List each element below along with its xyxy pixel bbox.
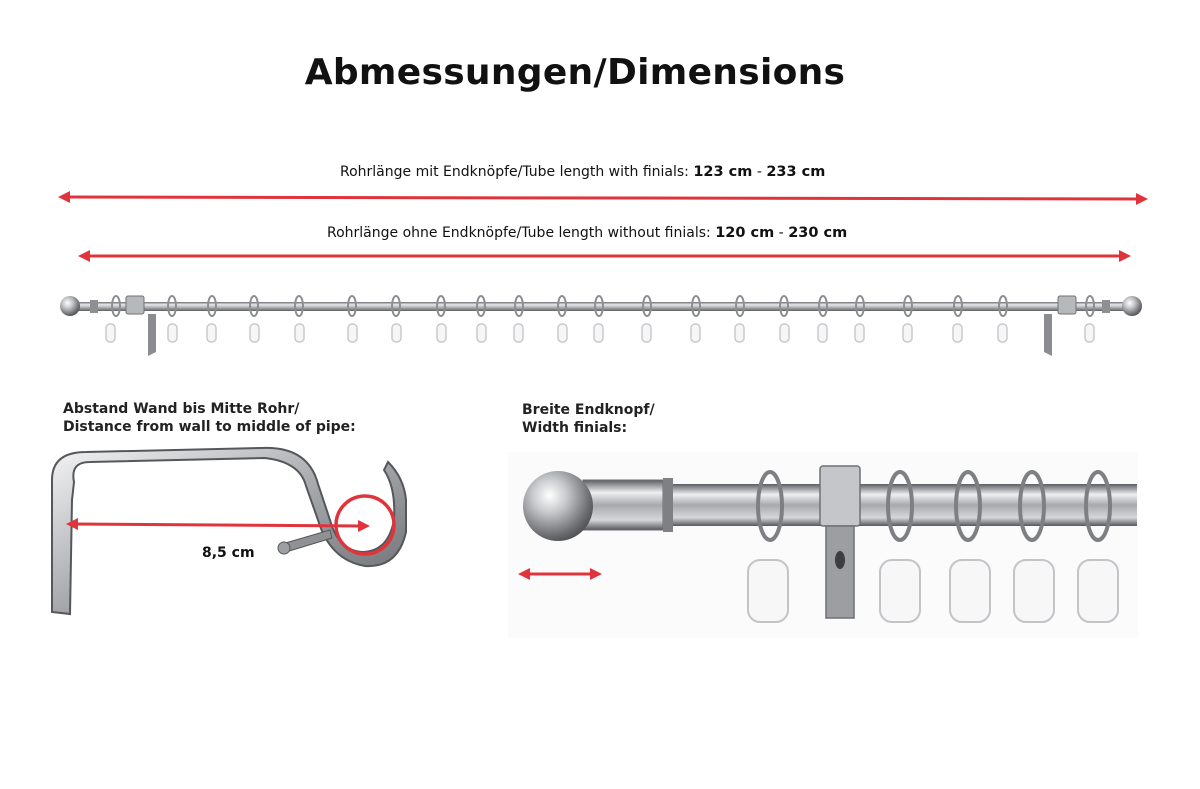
with-finials-max: 233 cm (766, 164, 826, 180)
without-finials-min: 120 cm (715, 225, 775, 241)
bracket-measure-value: 8,5 cm (202, 545, 255, 561)
finial-closeup-icon (508, 452, 1138, 638)
curtain-rod-icon (60, 296, 1142, 356)
page-title: Abmessungen/Dimensions (304, 52, 846, 93)
with-finials-arrow (64, 197, 1142, 199)
without-finials-sep: - (778, 225, 784, 241)
with-finials-min: 123 cm (693, 164, 753, 180)
bracket-caption-line2: Distance from wall to middle of pipe: (63, 419, 356, 435)
with-finials-sep: - (756, 164, 762, 180)
without-finials-max: 230 cm (788, 225, 848, 241)
with-finials-label: Rohrlänge mit Endknöpfe/Tube length with finials: (340, 164, 689, 180)
finial-caption-line2: Width finials: (522, 420, 628, 436)
without-finials-label: Rohrlänge ohne Endknöpfe/Tube length without finials: (327, 225, 711, 241)
wall-bracket-icon (52, 448, 406, 614)
bracket-caption-line1: Abstand Wand bis Mitte Rohr/ (63, 401, 300, 417)
finial-caption-line1: Breite Endknopf/ (522, 402, 655, 418)
